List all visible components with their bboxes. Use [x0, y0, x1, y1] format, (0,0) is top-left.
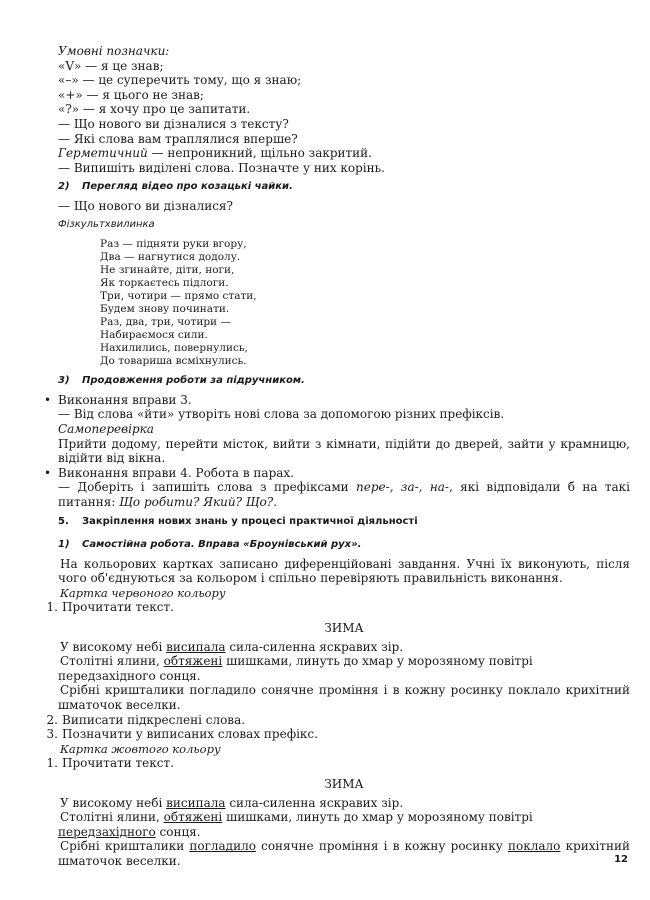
bullet-item	[44, 466, 630, 481]
task-text: — Доберіть і запишіть слова з префіксами	[58, 480, 357, 495]
text-span: сонця.	[155, 824, 201, 839]
text-span: Срібні кришталики	[60, 839, 190, 854]
exercise-break-title: Фізкультхвилинка	[58, 218, 155, 230]
list-item: 3. Позначити у виписаних словах префікс.	[46, 727, 318, 742]
section-title: Перегляд відео про козацькі чайки.	[82, 181, 293, 193]
text-span: сила-силенна яскравих зір.	[225, 795, 404, 810]
legend-item: «+» — я цього не знав;	[58, 87, 204, 102]
question: — Що нового ви дізналися з тексту?	[58, 116, 289, 131]
text-paragraph	[58, 839, 630, 868]
bullet-text: Виконання вправи 4. Робота в парах.	[58, 465, 294, 480]
text-span: сила-силенна яскравих зір.	[225, 639, 404, 654]
section-number: 2)	[58, 181, 70, 193]
text-span: сонячне проміння і в кожну росинку	[255, 839, 509, 854]
legend-title: Умовні позначки:	[58, 44, 170, 58]
bullet-item	[44, 393, 630, 408]
underlined-word: обтяжені	[163, 654, 223, 669]
task: — Випишіть виділені слова. Позначте у них корінь.	[58, 160, 385, 175]
page-content	[44, 44, 631, 869]
selfcheck-label: Самоперевірка	[58, 421, 154, 436]
section-heading-2	[58, 180, 630, 195]
section-heading-5-1	[58, 538, 630, 553]
legend-item: «–» — це суперечить тому, що я знаю;	[58, 73, 302, 88]
section-number: 1)	[58, 539, 70, 551]
text-paragraph	[58, 796, 630, 811]
underlined-word: обтяжені	[163, 810, 223, 825]
section-title: Продовження роботи за підручником.	[82, 375, 305, 387]
card-label-red: Картка червоного кольору	[60, 585, 226, 600]
section-title: Самостійна робота. Вправа «Броунівський рух».	[82, 539, 362, 551]
definition	[58, 146, 630, 161]
list-item-text: Прочитати текст.	[62, 600, 174, 615]
text-title: ЗИМА	[324, 621, 364, 636]
task-questions: Що робити? Який? Що?	[119, 494, 274, 509]
selfcheck-text: Прийти додому, перейти місток, вийти з кімнати, підійти до дверей, зайти у крамницю, відійти від вікна.	[58, 436, 630, 466]
underlined-word: передзахідного	[58, 824, 156, 839]
text-span: Столітні ялини,	[60, 654, 164, 669]
task-prefixes: пере-, за-, на-	[356, 480, 449, 495]
text-span: шишками, линуть до хмар у морозяному повітрі	[222, 810, 533, 825]
text-span: крихітний шматочок веселки.	[58, 839, 630, 868]
list-item: 1. Прочитати текст.	[46, 756, 174, 771]
bullet-icon: •	[44, 465, 52, 480]
text-paragraph	[58, 654, 630, 683]
list-item-text: Прочитати текст.	[62, 756, 174, 771]
poem-line: Раз — підняти руки вгору,	[100, 238, 247, 251]
section-number: 5.	[58, 516, 69, 528]
poem-line: Будем знову починати.	[100, 303, 230, 316]
poem-line: Два — нагнутися додолу.	[100, 251, 241, 264]
definition-term: Герметичний	[58, 146, 148, 161]
underlined-word: висипала	[166, 795, 226, 810]
poem-line: Як торкаєтесь підлоги.	[100, 277, 229, 290]
underlined-word: висипала	[166, 639, 226, 654]
list-item: 2. Виписати підкреслені слова.	[46, 712, 246, 727]
page-number: 12	[614, 854, 628, 865]
question: — Які слова вам траплялися вперше?	[58, 131, 298, 146]
bullet-text: Виконання вправи 3.	[58, 392, 192, 407]
task	[58, 480, 630, 509]
paragraph: На кольорових картках записано диференційовані завдання. Учні їх виконують, після чого об'єднуються за кольором і спільно перевіряють правильність виконання.	[58, 556, 630, 586]
text-span: Столітні ялини,	[60, 810, 164, 825]
section-heading-3	[58, 374, 630, 389]
text-title: ЗИМА	[324, 776, 364, 791]
section-title: Закріплення нових знань у процесі практичної діяльності	[82, 516, 418, 528]
section-number: 3)	[58, 375, 70, 387]
text-span: У високому небі	[60, 795, 167, 810]
legend-item: «?» — я хочу про це запитати.	[58, 102, 251, 117]
list-item: 1. Прочитати текст.	[46, 600, 174, 615]
list-item-text: Виписати підкреслені слова.	[62, 712, 246, 727]
poem-line: До товариша всміхнулись.	[100, 355, 247, 368]
text-span: У високому небі	[60, 639, 167, 654]
poem-line: Раз, два, три, чотири —	[100, 316, 231, 329]
poem-line: Набираємося сили.	[100, 329, 208, 342]
underlined-word: поклало	[508, 839, 561, 854]
underlined-word: погладило	[189, 839, 256, 854]
poem-line: Нахилились, повернулись,	[100, 342, 248, 355]
legend-item: «V» — я це знав;	[58, 58, 164, 73]
poem-line: Не згинайте, діти, ноги,	[100, 264, 235, 277]
text-paragraph: Срібні кришталики погладило сонячне проміння і в кожну росинку поклало крихітний шматочок веселки.	[58, 683, 630, 712]
list-item-text: Позначити у виписаних словах префікс.	[62, 727, 318, 742]
poem-line: Три, чотири — прямо стати,	[100, 290, 257, 303]
task: — Від слова «йти» утворіть нові слова за допомогою різних префіксів.	[58, 407, 505, 422]
card-label-yellow: Картка жовтого кольору	[60, 741, 221, 756]
definition-text: — непроникний, щільно закритий.	[147, 146, 372, 161]
text-paragraph	[58, 810, 630, 839]
text-paragraph	[58, 640, 630, 655]
task-text: .	[273, 494, 278, 509]
bullet-icon: •	[44, 392, 52, 407]
task-text: , які відповідали б на такі питання:	[58, 480, 631, 509]
exercise-poem	[58, 238, 630, 368]
question: — Що нового ви дізналися?	[58, 198, 233, 213]
section-heading-5	[58, 515, 630, 530]
text-span: шишками, линуть до хмар у морозяному повітрі передзахідного сонця.	[58, 654, 533, 683]
